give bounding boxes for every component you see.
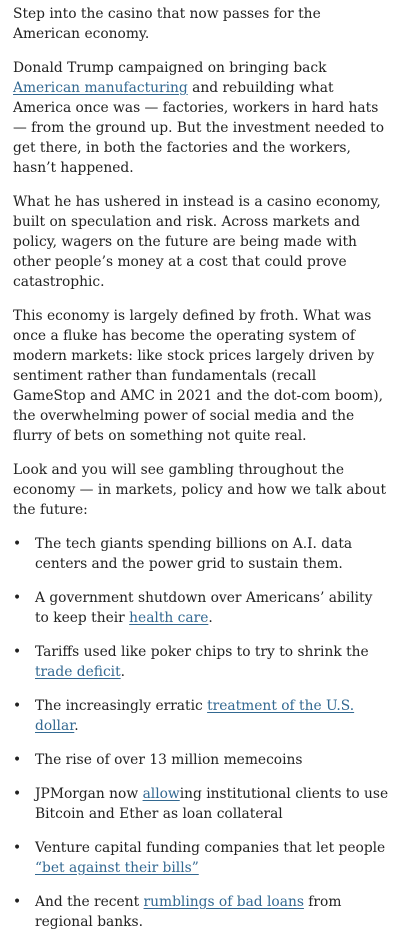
bullet-icon: • bbox=[13, 644, 22, 660]
paragraph-text: Donald Trump campaigned on bringing back bbox=[13, 60, 327, 76]
bullet-icon: • bbox=[13, 786, 22, 802]
list-item bbox=[13, 534, 389, 574]
link-american-manufacturing[interactable]: American manufacturing bbox=[13, 80, 188, 96]
list-item-text: Venture capital funding companies that let people bbox=[35, 840, 386, 856]
paragraph-manufacturing bbox=[13, 58, 389, 178]
bullet-icon: • bbox=[13, 590, 22, 606]
list-item bbox=[13, 838, 389, 878]
list-item bbox=[13, 784, 389, 824]
link-allow[interactable]: allow bbox=[142, 786, 180, 802]
list-item-text: The rise of over 13 million memecoins bbox=[35, 752, 303, 768]
list-item-text: ing institutional clients to use Bitcoin and Ether as loan collateral bbox=[35, 786, 389, 822]
paragraph-froth: This economy is largely defined by froth. What was once a fluke has become the operating system of modern markets: like stock prices largely driven by sentiment rather than fundamentals (recall GameStop and AMC in 2021 and the dot-com boom), the overwhelming power of social media and the flurry of bets on something not quite real. bbox=[13, 308, 384, 444]
bullet-icon: • bbox=[13, 840, 22, 856]
paragraph-text: and rebuilding what America once was — factories, workers in hard hats — from the ground up. But the investment needed to get there, in both the factories and the workers, hasn’t happened. bbox=[13, 80, 385, 176]
list-item bbox=[13, 588, 389, 628]
intro-paragraph: Step into the casino that now passes for the American economy. bbox=[13, 6, 321, 42]
list-item bbox=[13, 642, 389, 682]
list-item-text: JPMorgan now bbox=[35, 786, 143, 802]
list-item-text: from regional banks. bbox=[35, 894, 342, 930]
list-item-text: Tariffs used like poker chips to try to shrink the bbox=[35, 644, 369, 660]
list-item-text: The tech giants spending billions on A.I. data centers and the power grid to sustain them. bbox=[35, 536, 353, 572]
link-health-care[interactable]: health care bbox=[129, 610, 209, 626]
link-trade-deficit[interactable]: trade deficit bbox=[35, 664, 121, 680]
paragraph-casino-economy: What he has ushered in instead is a casino economy, built on speculation and risk. Across markets and policy, wagers on the future are being made with other people’s money at a cost that could prove catastrophic. bbox=[13, 194, 381, 290]
bullet-icon: • bbox=[13, 698, 22, 714]
paragraph-gambling-intro: Look and you will see gambling throughout the economy — in markets, policy and how we talk about the future: bbox=[13, 462, 387, 518]
gambling-examples-list bbox=[13, 534, 389, 932]
list-item-text: . bbox=[208, 610, 213, 626]
bullet-icon: • bbox=[13, 894, 22, 910]
list-item bbox=[13, 750, 389, 770]
link-bet-against-their-bills[interactable]: “bet against their bills” bbox=[35, 860, 199, 876]
link-treatment-of-dollar[interactable]: treatment of the U.S. dollar bbox=[35, 698, 355, 734]
list-item-text: . bbox=[74, 718, 79, 734]
list-item bbox=[13, 892, 389, 932]
link-rumblings-of-bad-loans[interactable]: rumblings of bad loans bbox=[143, 894, 304, 910]
bullet-icon: • bbox=[13, 752, 22, 768]
bullet-icon: • bbox=[13, 536, 22, 552]
list-item-text: A government shutdown over Americans’ ability to keep their bbox=[35, 590, 373, 626]
list-item-text: The increasingly erratic bbox=[35, 698, 208, 714]
list-item bbox=[13, 696, 389, 736]
list-item-text: . bbox=[120, 664, 126, 680]
article-body bbox=[0, 4, 403, 932]
list-item-text: And the recent bbox=[35, 894, 144, 910]
